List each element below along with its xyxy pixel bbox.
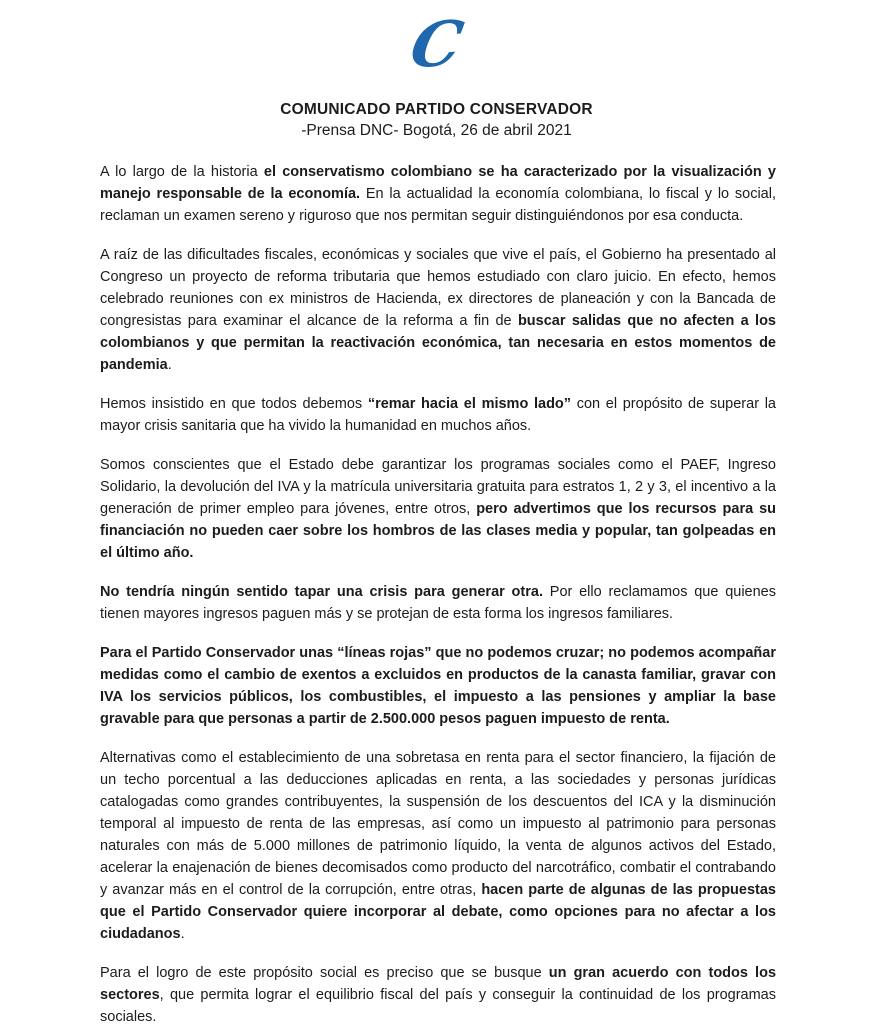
text-run: , que permita lograr el equilibrio fiscal del país y conseguir la continuidad de los programas sociales. bbox=[100, 987, 776, 1024]
text-run-bold: pero advertimos que los recursos para su financiación no pueden caer sobre los hombros de las clases media y popular, tan golpeadas en el último año. bbox=[100, 501, 776, 561]
text-run-bold: Para el Partido Conservador unas “líneas rojas” que no podemos cruzar; no podemos acompañar medidas como el cambio de exentos a excluidos en productos de la canasta familiar, gravar con IVA los servicios públicos, los combustibles, el impuesto a las pensiones y ampliar la base gravable para que personas a partir de 2.500.000 pesos paguen impuesto de renta. bbox=[100, 645, 776, 727]
paragraph bbox=[100, 454, 776, 564]
document-title: COMUNICADO PARTIDO CONSERVADOR bbox=[280, 101, 593, 118]
paragraph bbox=[100, 962, 776, 1024]
text-run-bold: buscar salidas que no afecten a los colombianos y que permitan la reactivación económica, tan necesaria en estos momentos de pandemia bbox=[100, 313, 776, 373]
text-run: Alternativas como el establecimiento de una sobretasa en renta para el sector financiero, la fijación de un techo porcentual a las deducciones aplicadas en renta, a las sociedades y personas jurídicas catalogadas como grandes contribuyentes, la suspensión de los descuentos del ICA y la disminución temporal al impuesto de renta de las empresas, así como un impuesto al patrimonio para personas naturales con más de 5.000 millones de patrimonio líquido, la venta de algunos activos del Estado, acelerar la enajenación de bienes decomisados como producto del narcotráfico, combatir el contrabando y avanzar más en el control de la corrupción, entre otras, bbox=[100, 750, 776, 898]
text-run: Para el logro de este propósito social es preciso que se busque bbox=[100, 965, 549, 981]
text-run: A lo largo de la historia bbox=[100, 164, 264, 180]
paragraph bbox=[100, 161, 776, 227]
text-run: con el propósito de superar la mayor crisis sanitaria que ha vivido la humanidad en muchos años. bbox=[100, 396, 776, 434]
document-header bbox=[0, 0, 873, 140]
document-subtitle: -Prensa DNC- Bogotá, 26 de abril 2021 bbox=[301, 122, 572, 139]
paragraph bbox=[100, 642, 776, 730]
logo-c-icon: C bbox=[405, 6, 469, 83]
document-body bbox=[0, 140, 873, 1024]
partido-conservador-logo bbox=[0, 6, 873, 85]
text-run: . bbox=[180, 926, 185, 942]
paragraph bbox=[100, 393, 776, 437]
text-run-bold: No tendría ningún sentido tapar una crisis para generar otra. bbox=[100, 584, 543, 600]
text-run-bold: hacen parte de algunas de las propuestas que el Partido Conservador quiere incorporar al debate, como opciones para no afectar a los ciudadanos bbox=[100, 882, 776, 942]
text-run: . bbox=[167, 357, 172, 373]
paragraph bbox=[100, 747, 776, 945]
paragraph bbox=[100, 244, 776, 376]
text-run: Somos conscientes que el Estado debe garantizar los programas sociales como el PAEF, Ingreso Solidario, la devolución del IVA y la matrícula universitaria gratuita para estratos 1, 2 y 3, el incentivo a la generación de primer empleo para jóvenes, entre otros, bbox=[100, 457, 776, 517]
text-run-bold: un gran acuerdo con todos los sectores bbox=[100, 965, 777, 1003]
text-run: En la actualidad la economía colombiana, lo fiscal y lo social, reclaman un examen sereno y riguroso que nos permitan seguir distinguiéndonos por esa conducta. bbox=[100, 186, 776, 224]
text-run: A raíz de las dificultades fiscales, económicas y sociales que vive el país, el Gobierno ha presentado al Congreso un proyecto de reforma tributaria que hemos estudiado con claro juicio. En efecto, hemos celebrado reuniones con ex ministros de Hacienda, ex directores de planeación y con la Bancada de congresistas para examinar el alcance de la reforma a fin de bbox=[100, 247, 776, 329]
paragraph bbox=[100, 581, 776, 625]
text-run: Hemos insistido en que todos debemos bbox=[100, 396, 368, 412]
text-run: Por ello reclamamos que quienes tienen mayores ingresos paguen más y se protejan de esta forma los ingresos familiares. bbox=[100, 584, 776, 622]
text-run-bold: el conservatismo colombiano se ha caracterizado por la visualización y manejo responsable de la economía. bbox=[100, 164, 776, 202]
text-run-bold: “remar hacia el mismo lado” bbox=[367, 396, 572, 412]
